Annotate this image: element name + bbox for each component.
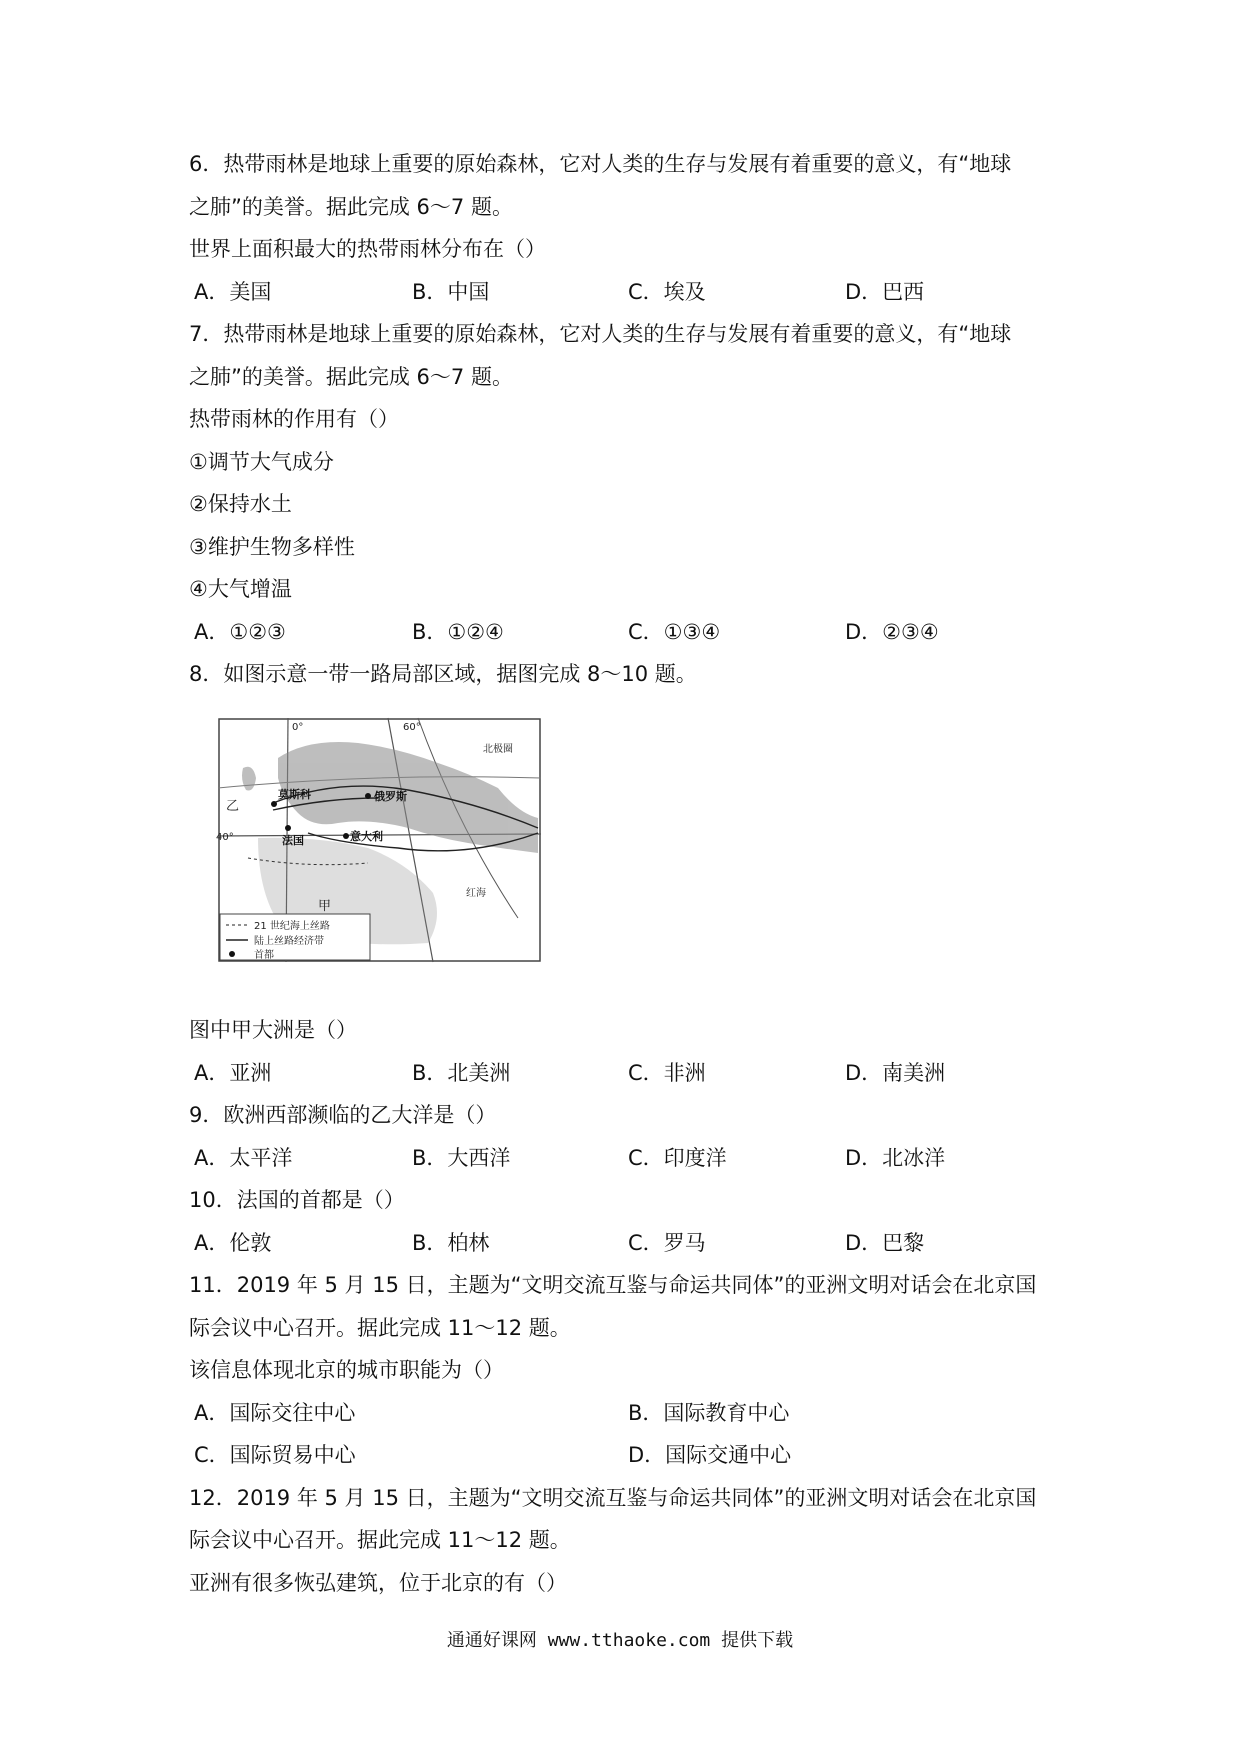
option-b: B．①②④	[412, 620, 504, 644]
label-france: 法国	[282, 834, 304, 847]
q8-prompt: 图中甲大洲是（）	[189, 1018, 357, 1042]
q11-prompt: 该信息体现北京的城市职能为（）	[189, 1358, 504, 1382]
q12-prompt: 亚洲有很多恢弘建筑，位于北京的有（）	[189, 1571, 567, 1595]
option-c: C．印度洋	[628, 1146, 727, 1170]
legend-capital: 首都	[254, 950, 274, 961]
option-c: C．非洲	[628, 1061, 706, 1085]
lon-label-0: 0°	[292, 722, 304, 733]
legend-sea-route: 21 世纪海上丝路	[254, 921, 330, 932]
option-d: D．南美洲	[845, 1061, 946, 1085]
label-red-sea: 红海	[466, 888, 486, 899]
option-b: B．中国	[412, 280, 490, 304]
option-d: D．国际交通中心	[628, 1443, 792, 1467]
q6-stem-line-1: 6．热带雨林是地球上重要的原始森林，它对人类的生存与发展有着重要的意义，有“地球	[189, 152, 1012, 176]
label-jia-continent: 甲	[318, 899, 332, 914]
option-a: A．太平洋	[194, 1146, 293, 1170]
option-a: A．伦敦	[194, 1231, 272, 1255]
option-a: A．①②③	[194, 620, 286, 644]
legend-land-route: 陆上丝路经济带	[254, 936, 324, 947]
option-a: A．亚洲	[194, 1061, 272, 1085]
option-a: A．国际交往中心	[194, 1401, 356, 1425]
q9-stem: 9．欧洲西部濒临的乙大洋是（）	[189, 1103, 497, 1127]
lat-label-40: 40°	[216, 832, 234, 843]
q7-prompt: 热带雨林的作用有（）	[189, 407, 399, 431]
q6-options	[194, 277, 1094, 307]
option-b: B．国际教育中心	[628, 1401, 790, 1425]
q11-stem-line-2: 际会议中心召开。据此完成 11～12 题。	[189, 1316, 571, 1340]
q11-options-row-2	[194, 1440, 1094, 1470]
page-footer: 通通好课网 www.tthaoke.com 提供下载	[446, 1630, 794, 1651]
q12-stem-line-2: 际会议中心召开。据此完成 11～12 题。	[189, 1528, 571, 1552]
option-d: D．巴黎	[845, 1231, 925, 1255]
option-d: D．北冰洋	[845, 1146, 946, 1170]
q6-prompt: 世界上面积最大的热带雨林分布在（）	[189, 237, 546, 261]
option-c: C．国际贸易中心	[194, 1443, 356, 1467]
label-yi-ocean: 乙	[226, 799, 240, 814]
q7-stem-line-2: 之肺”的美誉。据此完成 6～7 题。	[189, 365, 513, 389]
q11-options-row-1	[194, 1398, 1094, 1428]
q10-options	[194, 1228, 1094, 1258]
q6-stem-line-2: 之肺”的美誉。据此完成 6～7 题。	[189, 195, 513, 219]
lon-label-60: 60°	[403, 722, 421, 733]
q12-stem-line-1: 12．2019 年 5 月 15 日，主题为“文明交流互鉴与命运共同体”的亚洲文明对话会在北京国	[189, 1486, 1037, 1510]
q9-options	[194, 1143, 1094, 1173]
label-russia: 俄罗斯	[374, 790, 407, 803]
option-d: D．②③④	[845, 620, 939, 644]
q11-stem-line-1: 11．2019 年 5 月 15 日，主题为“文明交流互鉴与命运共同体”的亚洲文明对话会在北京国	[189, 1273, 1037, 1297]
option-a: A．美国	[194, 280, 272, 304]
option-c: C．埃及	[628, 280, 706, 304]
arctic-circle-label: 北极圈	[483, 744, 513, 755]
belt-road-map-figure	[218, 718, 541, 962]
option-b: B．大西洋	[412, 1146, 511, 1170]
q7-item-2: ②保持水土	[189, 492, 292, 516]
label-italy: 意大利	[350, 830, 383, 843]
q7-item-1: ①调节大气成分	[189, 450, 334, 474]
option-c: C．①③④	[628, 620, 721, 644]
q7-stem-line-1: 7．热带雨林是地球上重要的原始森林，它对人类的生存与发展有着重要的意义，有“地球	[189, 322, 1012, 346]
option-c: C．罗马	[628, 1231, 706, 1255]
option-d: D．巴西	[845, 280, 925, 304]
label-moscow: 莫斯科	[278, 788, 311, 801]
q7-item-4: ④大气增温	[189, 577, 292, 601]
q7-options	[194, 617, 1094, 647]
option-b: B．柏林	[412, 1231, 490, 1255]
q10-stem: 10．法国的首都是（）	[189, 1188, 405, 1212]
q8-stem: 8．如图示意一带一路局部区域，据图完成 8～10 题。	[189, 662, 697, 686]
q8-options	[194, 1058, 1094, 1088]
option-b: B．北美洲	[412, 1061, 511, 1085]
q7-item-3: ③维护生物多样性	[189, 535, 355, 559]
map-legend	[220, 914, 370, 961]
